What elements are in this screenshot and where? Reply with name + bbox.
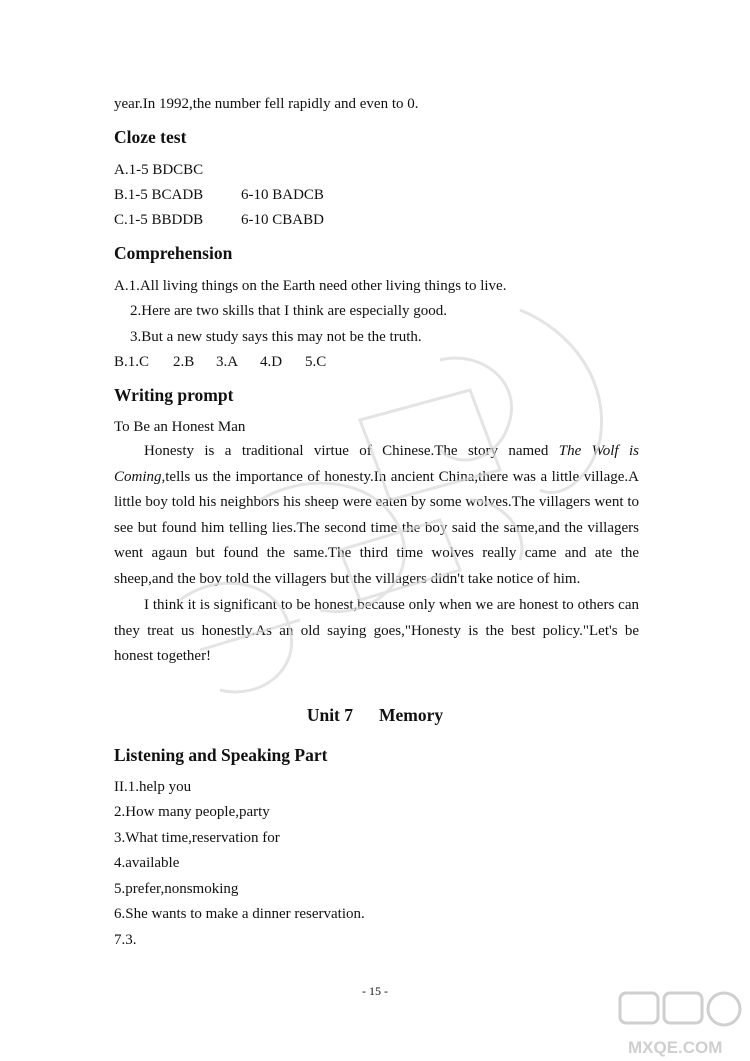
essay-p1-text-a: Honesty is a traditional virtue of Chinese.The story named bbox=[144, 443, 559, 459]
listening-heading: Listening and Speaking Part bbox=[114, 745, 328, 765]
listening-item-4: 4.available bbox=[114, 855, 180, 871]
unit-name: Memory bbox=[379, 705, 444, 725]
comprehension-b bbox=[114, 352, 326, 372]
writing-heading: Writing prompt bbox=[114, 385, 234, 405]
comprehension-b-5: 5.C bbox=[305, 354, 327, 370]
essay-paragraph-1 bbox=[114, 439, 639, 593]
unit-number: Unit 7 bbox=[306, 705, 354, 725]
comprehension-b-4: 4.D bbox=[260, 354, 283, 370]
listening-item-1: II.1.help you bbox=[114, 779, 192, 795]
comprehension-a1: A.1.All living things on the Earth need other living things to live. bbox=[114, 278, 507, 294]
essay-title: To Be an Honest Man bbox=[114, 419, 246, 435]
essay-p1-text-b: ,tells us the importance of honesty.In ancient China,there was a little village.A little boy told his neighbors his sheep were eaten by some wolves.The villagers went to see but found him telling lies.The second time the boy said the same,and the villagers went agaun but found the same.The third time wolves really came and ate the sheep,and the boy told the villagers but the villagers didn't take notice of him. bbox=[114, 468, 639, 587]
cloze-b-part1: B.1-5 BCADB bbox=[114, 187, 204, 203]
listening-item-6: 6.She wants to make a dinner reservation. bbox=[114, 906, 365, 922]
page-number: - 15 - bbox=[362, 984, 388, 998]
cloze-c bbox=[114, 210, 324, 230]
essay-story-title: The Wolf is Coming bbox=[114, 443, 639, 485]
comprehension-b-3: 3.A bbox=[216, 354, 239, 370]
cloze-heading: Cloze test bbox=[114, 127, 187, 147]
cloze-b bbox=[114, 185, 324, 205]
comprehension-b-1: B.1.C bbox=[114, 354, 150, 370]
cloze-c-part2: 6-10 CBABD bbox=[241, 212, 324, 228]
essay-paragraph-2 bbox=[114, 593, 639, 670]
unit-title bbox=[0, 704, 750, 726]
site-logo-icon bbox=[598, 983, 748, 1061]
cloze-b-part2: 6-10 BADCB bbox=[241, 187, 324, 203]
svg-text:MXQE.COM: MXQE.COM bbox=[628, 1038, 723, 1057]
cloze-a-answers: A.1-5 BDCBC bbox=[114, 162, 204, 178]
cloze-a bbox=[114, 160, 203, 180]
listening-item-3: 3.What time,reservation for bbox=[114, 830, 280, 846]
cloze-c-part1: C.1-5 BBDDB bbox=[114, 212, 204, 228]
intro-line: year.In 1992,the number fell rapidly and even to 0. bbox=[114, 96, 419, 112]
listening-item-2: 2.How many people,party bbox=[114, 804, 270, 820]
listening-item-7: 7.3. bbox=[114, 932, 137, 948]
listening-item-5: 5.prefer,nonsmoking bbox=[114, 881, 239, 897]
comprehension-b-2: 2.B bbox=[173, 354, 195, 370]
comprehension-a2: 2.Here are two skills that I think are especially good. bbox=[130, 303, 447, 319]
essay-p2-text: I think it is significant to be honest,because only when we are honest to others can they treat us honestly.As an old saying goes,"Honesty is the best policy."Let's be honest together! bbox=[114, 597, 639, 665]
comprehension-a3: 3.But a new study says this may not be the truth. bbox=[130, 329, 422, 345]
comprehension-heading: Comprehension bbox=[114, 243, 233, 263]
